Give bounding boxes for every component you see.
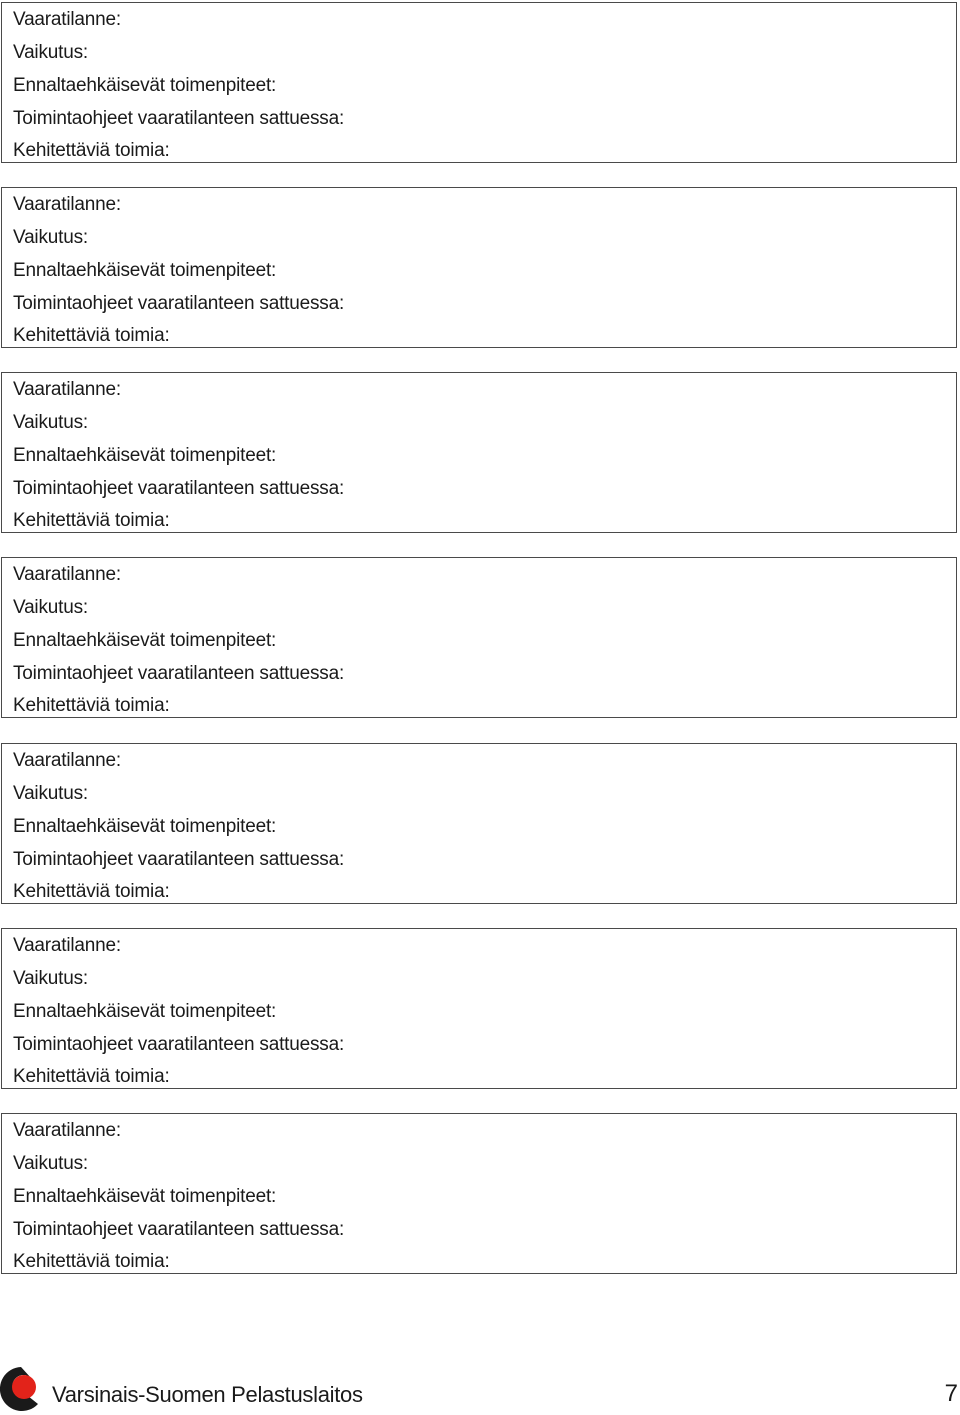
kehitettavia-label: Kehitettäviä toimia:	[13, 1066, 170, 1087]
ennaltaehkaisevat-label: Ennaltaehkäisevät toimenpiteet:	[13, 1186, 277, 1207]
vaaratilanne-label: Vaaratilanne:	[13, 9, 121, 30]
ennaltaehkaisevat-label: Ennaltaehkäisevät toimenpiteet:	[13, 816, 277, 837]
hazard-form-box	[1, 2, 957, 163]
ennaltaehkaisevat-label: Ennaltaehkäisevät toimenpiteet:	[13, 1001, 277, 1022]
vaikutus-label: Vaikutus:	[13, 42, 88, 63]
kehitettavia-label: Kehitettäviä toimia:	[13, 881, 170, 902]
vaaratilanne-label: Vaaratilanne:	[13, 750, 121, 771]
kehitettavia-label: Kehitettäviä toimia:	[13, 325, 170, 346]
toimintaohjeet-label: Toimintaohjeet vaaratilanteen sattuessa:	[13, 478, 345, 499]
hazard-form-box	[1, 187, 957, 348]
toimintaohjeet-label: Toimintaohjeet vaaratilanteen sattuessa:	[13, 663, 345, 684]
vaaratilanne-label: Vaaratilanne:	[13, 935, 121, 956]
vaikutus-label: Vaikutus:	[13, 412, 88, 433]
hazard-form-box	[1, 743, 957, 904]
page-number: 7	[944, 1380, 958, 1407]
kehitettavia-label: Kehitettäviä toimia:	[13, 140, 170, 161]
kehitettavia-label: Kehitettäviä toimia:	[13, 1251, 170, 1272]
vaikutus-label: Vaikutus:	[13, 783, 88, 804]
vaikutus-label: Vaikutus:	[13, 227, 88, 248]
pelastuslaitos-logo-icon	[0, 1366, 42, 1412]
ennaltaehkaisevat-label: Ennaltaehkäisevät toimenpiteet:	[13, 630, 277, 651]
hazard-form-box	[1, 928, 957, 1089]
vaikutus-label: Vaikutus:	[13, 968, 88, 989]
kehitettavia-label: Kehitettäviä toimia:	[13, 695, 170, 716]
hazard-form-box	[1, 1113, 957, 1274]
vaaratilanne-label: Vaaratilanne:	[13, 564, 121, 585]
vaaratilanne-label: Vaaratilanne:	[13, 1120, 121, 1141]
toimintaohjeet-label: Toimintaohjeet vaaratilanteen sattuessa:	[13, 293, 345, 314]
toimintaohjeet-label: Toimintaohjeet vaaratilanteen sattuessa:	[13, 1219, 345, 1240]
toimintaohjeet-label: Toimintaohjeet vaaratilanteen sattuessa:	[13, 108, 345, 129]
vaaratilanne-label: Vaaratilanne:	[13, 194, 121, 215]
kehitettavia-label: Kehitettäviä toimia:	[13, 510, 170, 531]
page-footer	[0, 1362, 960, 1414]
hazard-form-box	[1, 372, 957, 533]
ennaltaehkaisevat-label: Ennaltaehkäisevät toimenpiteet:	[13, 260, 277, 281]
toimintaohjeet-label: Toimintaohjeet vaaratilanteen sattuessa:	[13, 1034, 345, 1055]
organization-name: Varsinais-Suomen Pelastuslaitos	[52, 1382, 363, 1407]
vaikutus-label: Vaikutus:	[13, 597, 88, 618]
vaikutus-label: Vaikutus:	[13, 1153, 88, 1174]
ennaltaehkaisevat-label: Ennaltaehkäisevät toimenpiteet:	[13, 75, 277, 96]
ennaltaehkaisevat-label: Ennaltaehkäisevät toimenpiteet:	[13, 445, 277, 466]
vaaratilanne-label: Vaaratilanne:	[13, 379, 121, 400]
toimintaohjeet-label: Toimintaohjeet vaaratilanteen sattuessa:	[13, 849, 345, 870]
hazard-form-box	[1, 557, 957, 718]
